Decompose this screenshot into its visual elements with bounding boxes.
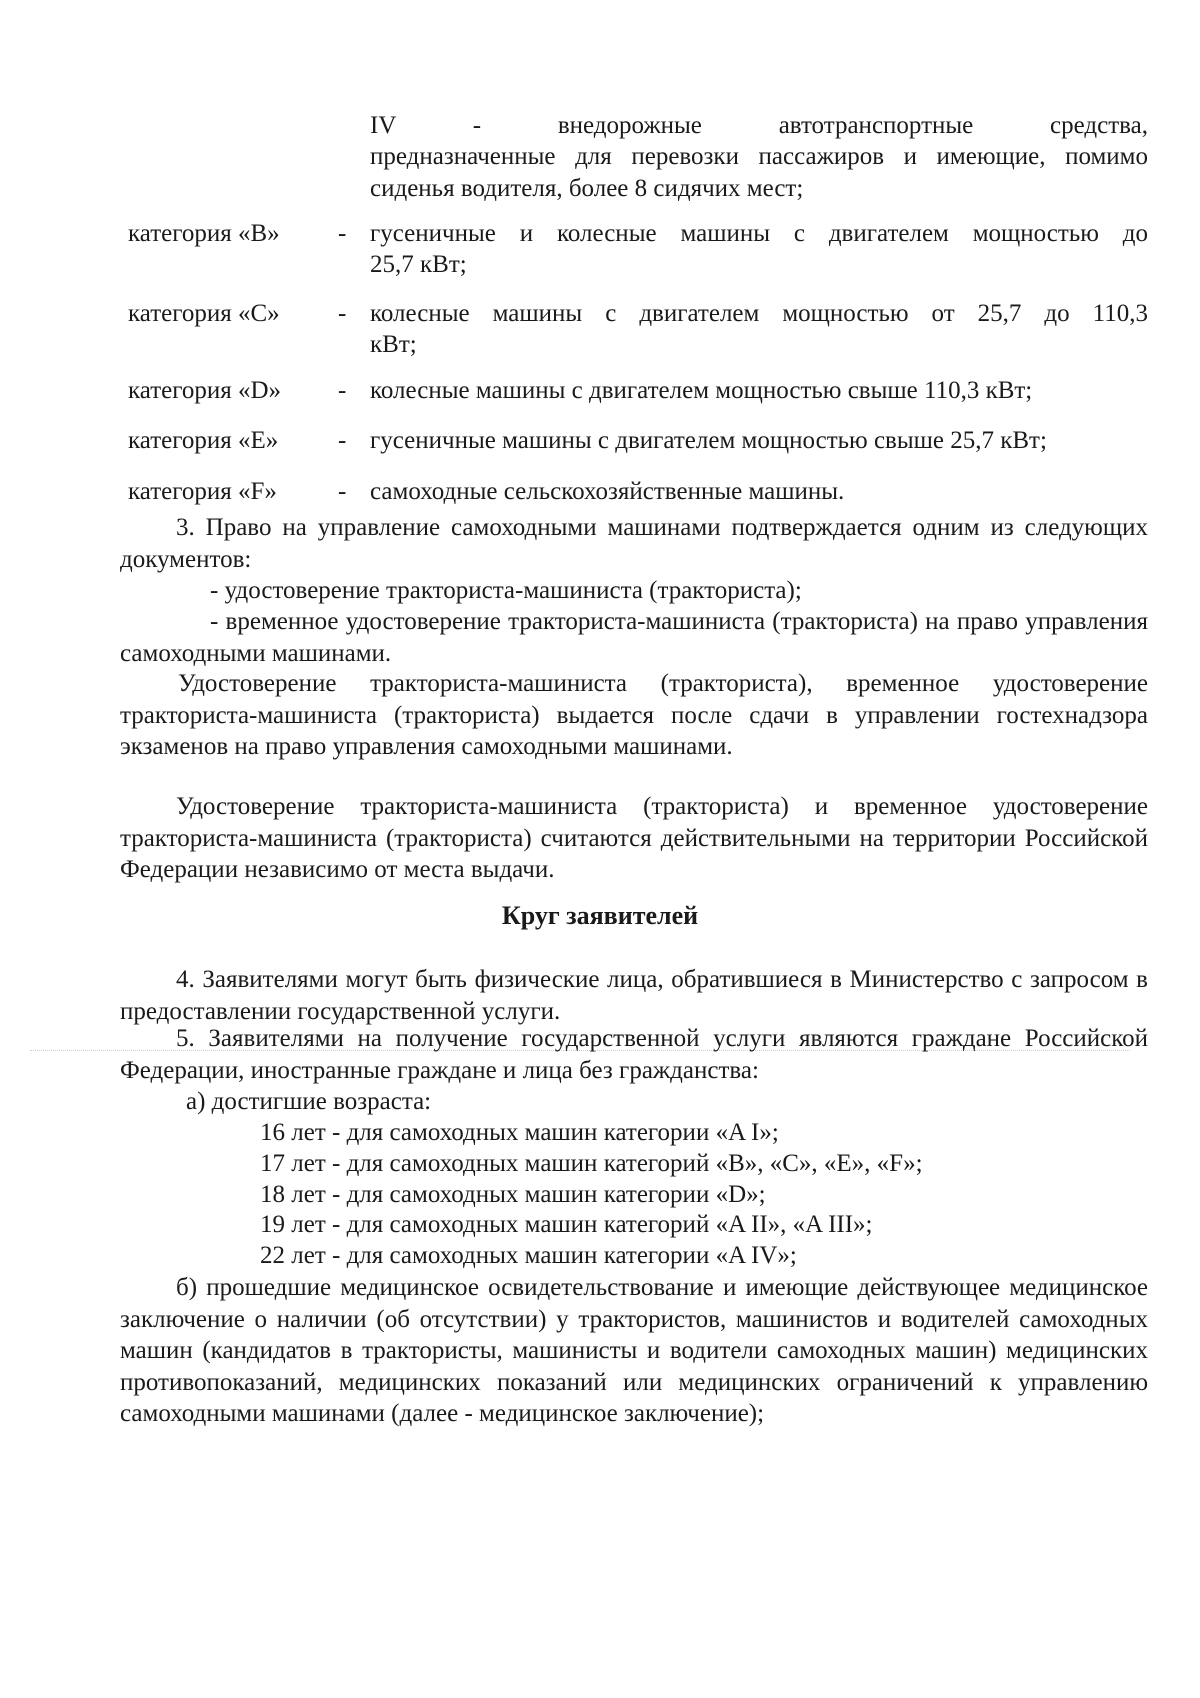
category-d-label: категория «D»	[128, 377, 282, 404]
section-3-item-1: - удостоверение тракториста-машиниста (тракториста);	[210, 577, 802, 604]
category-b-text-rest: 25,7 кВт;	[370, 251, 467, 278]
age-item-16: 16 лет - для самоходных машин категории «A I»;	[260, 1119, 779, 1146]
section-heading: Круг заявителей	[501, 901, 699, 930]
category-e-dash: -	[338, 427, 347, 454]
category-e-label: категория «E»	[128, 427, 279, 454]
age-item-17: 17 лет - для самоходных машин категорий «B», «C», «E», «F»;	[260, 1150, 923, 1177]
section-4: 4. Заявителями могут быть физические лица, обратившиеся в Министерство с запросом в предоставлении государственной услуги.	[120, 966, 1148, 1025]
section-3-para-2: Удостоверение тракториста-машиниста (тракториста) и временное удостоверение тракториста-машиниста (тракториста) считаются действительными на территории Российской Федерации независимо от места выдачи.	[120, 793, 1148, 883]
category-d-text: колесные машины с двигателем мощностью свыше 110,3 кВт;	[370, 377, 1033, 404]
category-f-label: категория «F»	[128, 478, 277, 505]
category-f-dash: -	[338, 478, 347, 505]
section-5-intro: 5. Заявителями на получение государственной услуги являются граждане Российской Федерации, иностранные граждане и лица без гражданства:	[120, 1025, 1148, 1084]
age-item-18: 18 лет - для самоходных машин категории «D»;	[260, 1181, 766, 1208]
section-5-item-b: б) прошедшие медицинское освидетельствование и имеющие действующее медицинское заключение о наличии (об отсутствии) у трактористов, машинистов и водителей самоходных машин (кандидатов в трактористы, машинисты и водители самоходных машин) медицинских противопоказаний, медицинских показаний или медицинских ограничений к управлению самоходными машинами (далее - медицинское заключение);	[120, 1274, 1148, 1427]
category-a-iv-line1: IV - внедорожные автотранспортные средства,	[370, 112, 1148, 139]
section-3-para-1: Удостоверение тракториста-машиниста (тракториста), временное удостоверение тракториста-машиниста (тракториста) выдается после сдачи в управлении гостехнадзора экзаменов на право управления самоходными машинами.	[120, 670, 1148, 760]
category-b-label: категория «B»	[128, 220, 280, 247]
category-d-dash: -	[338, 377, 347, 404]
category-c-text-line1: колесные машины с двигателем мощностью от 25,7 до 110,3	[370, 300, 1148, 327]
category-e-text: гусеничные машины с двигателем мощностью свыше 25,7 кВт;	[370, 427, 1047, 454]
category-c-dash: -	[338, 300, 347, 327]
section-3-intro: 3. Право на управление самоходными машинами подтверждается одним из следующих документов:	[120, 514, 1148, 573]
age-item-19: 19 лет - для самоходных машин категорий «A II», «A III»;	[260, 1211, 873, 1238]
category-b-dash: -	[338, 220, 347, 247]
category-f-text: самоходные сельскохозяйственные машины.	[370, 478, 845, 505]
section-3-item-2: - временное удостоверение тракториста-машиниста (тракториста) на право управления самоходными машинами.	[120, 608, 1148, 667]
category-a-iv-text: предназначенные для перевозки пассажиров и имеющие, помимо сиденья водителя, более 8 сидячих мест;	[370, 143, 1148, 202]
category-c-label: категория «C»	[128, 300, 280, 327]
age-item-22: 22 лет - для самоходных машин категории «A IV»;	[260, 1242, 797, 1269]
category-c-text-rest: кВт;	[370, 331, 417, 358]
category-b-text-line1: гусеничные и колесные машины с двигателем мощностью до	[370, 220, 1148, 247]
section-5-item-a: а) достигшие возраста:	[186, 1088, 432, 1115]
